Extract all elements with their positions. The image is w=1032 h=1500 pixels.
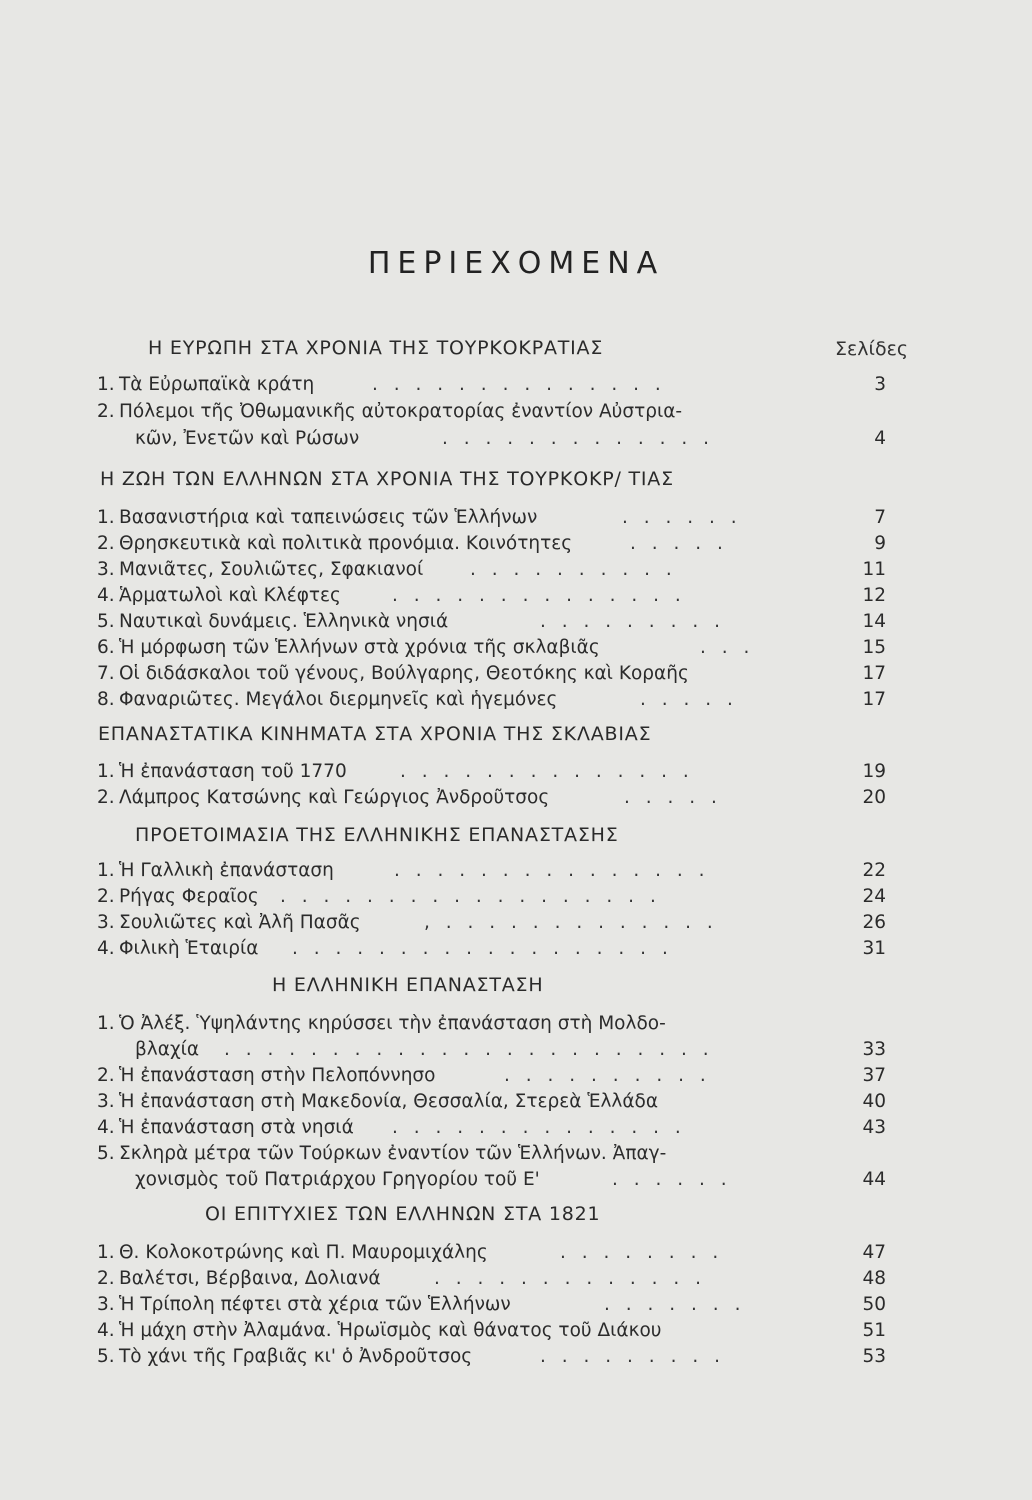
leader-dots: . . . . . . . . . [540,1346,725,1367]
entry-page: 26 [862,912,886,933]
entry-page: 19 [862,761,886,782]
leader-dots: . . . . . [640,689,738,710]
entry-number: 1. [97,1013,115,1034]
entry-title: Βασανιστήρια καὶ ταπεινώσεις τῶν Ἑλλήνων [119,507,538,528]
entry-page: 31 [862,938,886,959]
entry-page: 37 [862,1065,886,1086]
toc-entry[interactable] [0,585,1032,612]
entry-page: 43 [862,1117,886,1138]
section-heading: Η ΕΥΡΩΠΗ ΣΤΑ ΧΡΟΝΙΑ ΤΗΣ ΤΟΥΡΚΟΚΡΑΤΙΑΣ [148,337,604,359]
entry-page: 17 [862,663,886,684]
entry-page: 40 [862,1091,886,1112]
entry-page: 11 [862,559,886,580]
entry-number: 4. [97,1117,115,1138]
toc-entry[interactable] [0,637,1032,664]
toc-entry[interactable] [0,1242,1032,1269]
entry-title-continued: κῶν, Ἐνετῶν καὶ Ρώσων [135,428,360,449]
toc-entry[interactable] [0,533,1032,560]
leader-dots: . . . . . . . . . . . . . [434,1268,707,1289]
toc-entry[interactable] [0,374,1032,401]
toc-entry[interactable] [0,1065,1032,1092]
toc-entry[interactable] [0,559,1032,586]
toc-entry[interactable] [0,787,1032,814]
leader-dots: . . . . . . . . . . . . . [442,428,715,449]
entry-number: 1. [97,761,115,782]
page-title: ΠΕΡΙΕΧΟΜΕΝΑ [367,246,665,281]
toc-entry-continuation[interactable] [0,428,1032,455]
entry-page: 33 [862,1039,886,1060]
leader-dots: . . . . . . . . . . . . . . . [394,860,710,881]
entry-title: Τὰ Εὐρωπαϊκὰ κράτη [119,374,315,395]
section-heading: ΟΙ ΕΠΙΤΥΧΙΕΣ ΤΩΝ ΕΛΛΗΝΩΝ ΣΤΑ 1821 [205,1203,601,1225]
entry-title: Ἡ ἐπανάσταση στὴ Μακεδονία, Θεσσαλία, Στερεὰ Ἑλλάδα [119,1091,659,1112]
entry-title: Φιλικὴ Ἑταιρία [119,938,259,959]
toc-entry[interactable] [0,912,1032,939]
entry-title: Μανιᾶτες, Σουλιῶτες, Σφακιανοί [119,559,424,580]
entry-page: 14 [862,611,886,632]
entry-title: Ἡ μόρφωση τῶν Ἑλλήνων στὰ χρόνια τῆς σκλαβιᾶς [119,637,600,658]
entry-title: Ἡ Τρίπολη πέφτει στὰ χέρια τῶν Ἑλλήνων [119,1294,511,1315]
leader-dots: . . . . . . . [604,1294,746,1315]
toc-entry[interactable] [0,1143,1032,1170]
leader-dots: . . . . . . . . . . [470,559,677,580]
entry-title: Φαναριῶτες. Μεγάλοι διερμηνεῖς καὶ ἡγεμόνες [119,689,558,710]
toc-entry[interactable] [0,1294,1032,1321]
toc-entry[interactable] [0,611,1032,638]
entry-title: Θρησκευτικὰ καὶ πολιτικὰ προνόμια. Κοινότητες [119,533,573,554]
entry-page: 47 [862,1242,886,1263]
leader-dots: , . . . . . . . . . . . . . [424,912,718,933]
entry-page: 53 [862,1346,886,1367]
entry-page: 50 [862,1294,886,1315]
entry-title: Ἡ ἐπανάσταση τοῦ 1770 [119,761,347,782]
section-heading: Η ΕΛΛΗΝΙΚΗ ΕΠΑΝΑΣΤΑΣΗ [272,974,544,996]
leader-dots: . . . [700,637,755,658]
entry-title: Ναυτικαὶ δυνάμεις. Ἑλληνικὰ νησιά [119,611,449,632]
entry-title: Ἁρματωλοὶ καὶ Κλέφτες [119,585,341,606]
pages-column-label: Σελίδες [835,338,908,360]
toc-entry[interactable] [0,663,1032,690]
entry-number: 5. [97,611,115,632]
section-heading: ΠΡΟΕΤΟΙΜΑΣΙΑ ΤΗΣ ΕΛΛΗΝΙΚΗΣ ΕΠΑΝΑΣΤΑΣΗΣ [135,824,619,846]
entry-number: 3. [97,912,115,933]
leader-dots: . . . . . . . . . . . . . . [392,585,686,606]
entry-title: Σουλιῶτες καὶ Ἀλῆ Πασᾶς [119,912,361,933]
entry-title: Ἡ ἐπανάσταση στὴν Πελοπόννησο [119,1065,436,1086]
entry-page: 22 [862,860,886,881]
entry-title: Σκληρὰ μέτρα τῶν Τούρκων ἐναντίον τῶν Ἑλλήνων. Ἀπαγ- [119,1143,667,1164]
toc-entry[interactable] [0,1268,1032,1295]
entry-number: 1. [97,860,115,881]
toc-entry[interactable] [0,1346,1032,1373]
entry-page: 24 [862,886,886,907]
toc-entry[interactable] [0,860,1032,887]
toc-entry[interactable] [0,938,1032,965]
toc-entry[interactable] [0,689,1032,716]
leader-dots: . . . . . . . . . . . . . . [372,374,666,395]
entry-number: 7. [97,663,115,684]
leader-dots: . . . . . . . . . . . . . . . . . . . . . . . [224,1039,714,1060]
entry-number: 4. [97,938,115,959]
entry-page: 4 [874,428,886,449]
entry-title: Ἡ Γαλλικὴ ἐπανάσταση [119,860,334,881]
leader-dots: . . . . . . . . . . . . . . . . . . [292,938,673,959]
entry-page: 9 [874,533,886,554]
entry-number: 2. [97,1268,115,1289]
leader-dots: . . . . . [630,533,728,554]
toc-entry[interactable] [0,1320,1032,1347]
entry-title: Λάμπρος Κατσώνης καὶ Γεώργιος Ἀνδροῦτσος [119,787,550,808]
entry-page: 3 [874,374,886,395]
entry-title: Ρήγας Φεραῖος [119,886,259,907]
toc-entry[interactable] [0,1013,1032,1040]
entry-number: 1. [97,374,115,395]
entry-number: 2. [97,1065,115,1086]
entry-page: 15 [862,637,886,658]
toc-entry[interactable] [0,401,1032,428]
entry-number: 2. [97,401,115,422]
toc-entry[interactable] [0,761,1032,788]
section-heading: ΕΠΑΝΑΣΤΑΤΙΚΑ ΚΙΝΗΜΑΤΑ ΣΤΑ ΧΡΟΝΙΑ ΤΗΣ ΣΚΛΑΒΙΑΣ [98,723,652,745]
entry-title: Θ. Κολοκοτρώνης καὶ Π. Μαυρομιχάλης [119,1242,488,1263]
entry-number: 3. [97,1091,115,1112]
entry-title: Πόλεμοι τῆς Ὀθωμανικῆς αὐτοκρατορίας ἐναντίον Αὐστρια- [119,401,683,422]
entry-page: 20 [862,787,886,808]
toc-entry[interactable] [0,1117,1032,1144]
entry-number: 1. [97,507,115,528]
toc-entry[interactable] [0,886,1032,913]
leader-dots: . . . . . . [622,507,742,528]
entry-title: Ἡ μάχη στὴν Ἀλαμάνα. Ἡρωϊσμὸς καὶ θάνατος τοῦ Διάκου [119,1320,662,1341]
entry-page: 48 [862,1268,886,1289]
toc-entry[interactable] [0,507,1032,534]
entry-page: 7 [874,507,886,528]
entry-page: 17 [862,689,886,710]
entry-title: Τὸ χάνι τῆς Γραβιᾶς κι' ὁ Ἀνδροῦτσος [119,1346,473,1367]
entry-page: 51 [862,1320,886,1341]
entry-title: Ἡ ἐπανάσταση στὰ νησιά [119,1117,354,1138]
leader-dots: . . . . . . . . . . [504,1065,711,1086]
leader-dots: . . . . . . . . . [540,611,725,632]
entry-number: 3. [97,559,115,580]
entry-number: 4. [97,1320,115,1341]
entry-title: Οἱ διδάσκαλοι τοῦ γένους, Βούλγαρης, Θεοτόκης καὶ Κοραῆς [119,663,689,684]
toc-entry-continuation[interactable] [0,1169,1032,1196]
entry-title: Βαλέτσι, Βέρβαινα, Δολιανά [119,1268,381,1289]
entry-number: 8. [97,689,115,710]
entry-title-continued: βλαχία [135,1039,200,1060]
entry-number: 4. [97,585,115,606]
section-heading: Η ΖΩΗ ΤΩΝ ΕΛΛΗΝΩΝ ΣΤΑ ΧΡΟΝΙΑ ΤΗΣ ΤΟΥΡΚΟΚΡ/ ΤΙΑΣ [100,468,674,490]
leader-dots: . . . . . . . . . . . . . . [400,761,694,782]
entry-number: 2. [97,533,115,554]
entry-number: 5. [97,1143,115,1164]
entry-number: 2. [97,886,115,907]
leader-dots: . . . . . . . . . . . . . . [392,1117,686,1138]
leader-dots: . . . . . . [612,1169,732,1190]
entry-title-continued: χονισμὸς τοῦ Πατριάρχου Γρηγορίου τοῦ Ε' [135,1169,540,1190]
toc-entry-continuation[interactable] [0,1039,1032,1066]
entry-number: 1. [97,1242,115,1263]
leader-dots: . . . . . . . . [560,1242,724,1263]
leader-dots: . . . . . [624,787,722,808]
entry-number: 3. [97,1294,115,1315]
entry-page: 12 [862,585,886,606]
entry-number: 5. [97,1346,115,1367]
entry-page: 44 [862,1169,886,1190]
leader-dots: . . . . . . . . . . . . . . . . . . [280,886,661,907]
entry-number: 2. [97,787,115,808]
entry-title: Ὁ Ἀλέξ. Ὑψηλάντης κηρύσσει τὴν ἐπανάσταση στὴ Μολδο- [119,1013,666,1034]
toc-entry[interactable] [0,1091,1032,1118]
entry-number: 6. [97,637,115,658]
